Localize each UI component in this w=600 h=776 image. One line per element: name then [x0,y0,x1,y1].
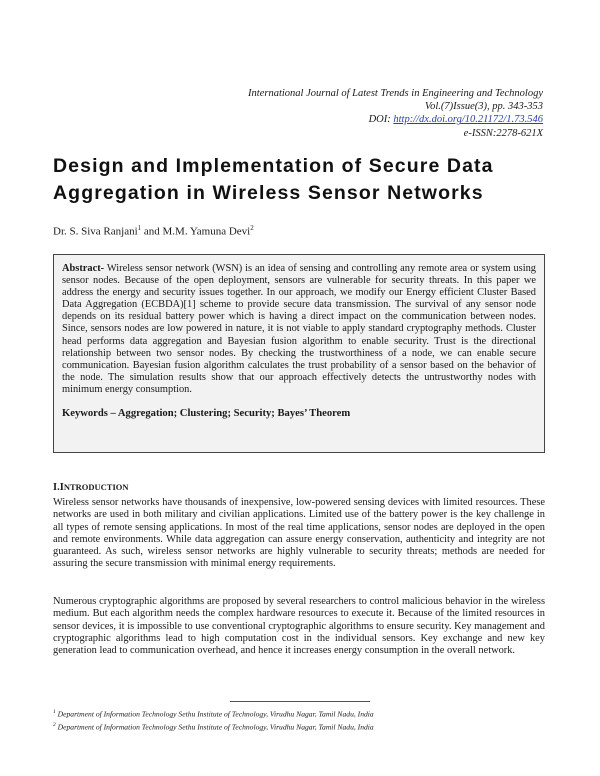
footnote-2-text: Department of Information Technology Sethu Institute of Technology, Virudhu Nagar, Tamil Nadu, India [55,722,374,732]
body-paragraph: Wireless sensor networks have thousands of inexpensive, low-powered sensing devices with limited resources. These networks are used in both military and civilian applications. Limited use of the battery power is the key challenge in all types of remote sensing applications. In most of the real time applications, sensor nodes are deployed in the open and remote environments. While data aggregation can assure energy conservation, authenticity and integrity are not guaranteed. As such, wireless sensor networks are highly vulnerable to security threats; methods are needed for assuring the secure transmission with minimal energy requirements. [53,497,545,570]
journal-volume: Vol.(7)Issue(3), pp. 343-353 [424,101,543,113]
journal-header [123,87,543,140]
title-line-1: Design and Implementation of Secure Data [53,155,494,177]
title-line-2: Aggregation in Wireless Sensor Networks [53,182,484,204]
doi-link[interactable]: http://dx.doi.org/10.21172/1.73.546 [393,114,543,126]
journal-issn: e-ISSN:2278-621X [463,127,543,139]
journal-doi [123,113,543,126]
author-2: M.M. Yamuna Devi [162,225,251,238]
abstract-text: Wireless sensor network (WSN) is an idea of sensing and controlling any remote area or system using sensor nodes. Because of the open deployment, sensors are vulnerable for security threats. In this paper we address the energy and security issues together. In our approach, we modify our Energy efficient Cluster Based Data Aggregation (ECBDA)[1] scheme to provide secure data transmission. The survival of any sensor node depends on its residual battery power which is having a direct impact on the communication between nodes. Since, sensors nodes are low powered in nature, it is not viable to apply standard cryptography methods. Cluster head performs data aggregation and Bayesian fusion algorithm to enable security. Trust is the directional relationship between two sensor nodes. By checking the trustworthiness of a node, we can enable secure communication. Bayesian fusion algorithm calculates the trust probability of a sensor based on the behavior of the node. The simulation results show that our approach effectively detects the untrustworthy nodes with minimum energy consumption. [62,263,536,395]
footnotes [53,707,545,732]
footnote-2 [53,720,545,733]
paper-title [53,153,553,207]
section-heading-introduction [53,482,129,493]
author-1-affiliation-mark: 1 [137,224,142,232]
section-title-rest: NTRODUCTION [63,482,129,492]
journal-name: International Journal of Latest Trends in Engineering and Technology [248,88,543,99]
author-1: Dr. S. Siva Ranjani [53,225,138,238]
author-connector: and [141,225,163,238]
footnote-1-mark: 1 [53,709,56,715]
abstract-body [62,263,536,396]
body-paragraph: Numerous cryptographic algorithms are proposed by several researchers to control malicious behavior in the wireless medium. But each algorithm needs the complex hardware resources to execute it. Because of the limited resources in sensor devices, it is impossible to use conventional cryptographic algorithms to ensure security. Key management and cryptographic algorithms lead to high computation cost in the individual sensors. Key exchange and new key generation lead to communication overhead, and hence it increases energy consumption in the overall network. [53,596,545,657]
author-list [53,224,453,238]
keywords: Keywords – Aggregation; Clustering; Security; Bayes’ Theorem [62,408,351,420]
footnote-1 [53,707,545,720]
section-title-initial: I [59,482,64,493]
abstract-label: Abstract- [62,263,105,274]
footnote-2-mark: 2 [53,721,56,728]
doi-label: DOI: [368,114,394,126]
author-2-affiliation-mark: 2 [250,224,254,232]
section-number: I. [53,482,60,493]
abstract-box [53,254,545,453]
footnote-1-text: Department of Information Technology Sethu Institute of Technology, Virudhu Nagar, Tamil Nadu, India [55,709,374,719]
footnote-divider [230,701,370,702]
